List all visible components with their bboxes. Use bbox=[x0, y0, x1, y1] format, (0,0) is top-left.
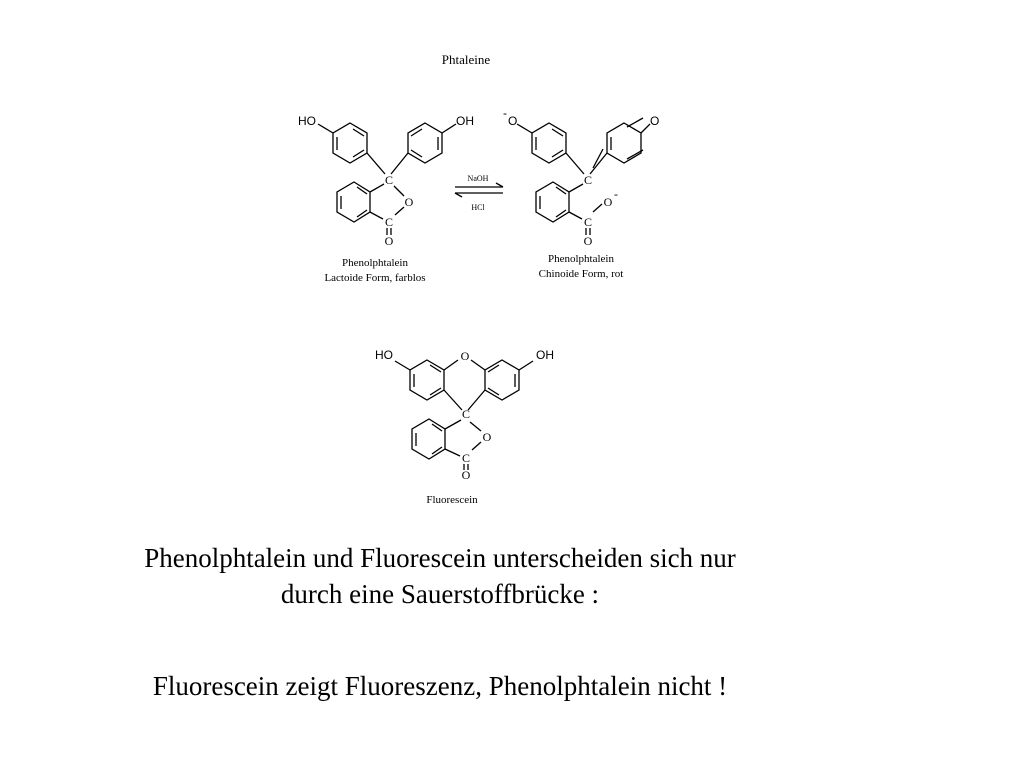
lactoid-name: Phenolphtalein bbox=[342, 257, 408, 269]
fluorescein-structure bbox=[375, 348, 554, 482]
chinoid-atom-o-minus: O bbox=[508, 114, 518, 128]
fluorescein-atom-ring-o: O bbox=[482, 430, 492, 444]
lactoid-structure bbox=[298, 114, 474, 248]
diagram-title: Phtaleine bbox=[441, 52, 491, 67]
caption-line-2: durch eine Sauerstoffbrücke : bbox=[280, 579, 600, 609]
chinoid-charge-minus: - bbox=[503, 106, 507, 120]
fluorescein-atom-oh: OH bbox=[536, 348, 554, 362]
chinoid-atom-carboxylate-o: O bbox=[603, 195, 613, 209]
equilibrium-arrows bbox=[455, 183, 503, 197]
lactoid-atom-carbonyl-c: C bbox=[384, 215, 394, 229]
caption-line-3: Fluorescein zeigt Fluoreszenz, Phenolphtalein nicht ! bbox=[152, 671, 728, 701]
chinoid-structure bbox=[503, 106, 659, 248]
lactoid-atom-carbonyl-o: O bbox=[384, 234, 394, 248]
chinoid-name: Phenolphtalein bbox=[548, 253, 614, 265]
lactoid-form: Lactoide Form, farblos bbox=[324, 272, 426, 284]
reagent-hcl: HCl bbox=[471, 203, 485, 212]
reagent-naoh: NaOH bbox=[467, 174, 489, 183]
chinoid-atom-c: C bbox=[583, 173, 593, 187]
fluorescein-atom-bridge-o: O bbox=[460, 349, 470, 363]
chinoid-atom-carboxyl-c: C bbox=[583, 215, 593, 229]
chinoid-charge-carboxylate: - bbox=[614, 187, 618, 201]
lactoid-atom-oh: OH bbox=[456, 114, 474, 128]
lactoid-atom-ho: HO bbox=[298, 114, 316, 128]
fluorescein-atom-carbonyl-o: O bbox=[461, 468, 471, 482]
lactoid-atom-c: C bbox=[384, 173, 394, 187]
fluorescein-atom-c: C bbox=[461, 407, 471, 421]
fluorescein-atom-carbonyl-c: C bbox=[461, 451, 471, 465]
chinoid-atom-keto-o: O bbox=[650, 114, 660, 128]
chinoid-atom-carbonyl-o: O bbox=[583, 234, 593, 248]
chinoid-form: Chinoide Form, rot bbox=[538, 268, 624, 280]
fluorescein-name: Fluorescein bbox=[426, 494, 478, 506]
lactoid-atom-ring-o: O bbox=[404, 195, 414, 209]
fluorescein-atom-ho: HO bbox=[375, 348, 393, 362]
caption-line-1: Phenolphtalein und Fluorescein unterscheiden sich nur bbox=[144, 543, 736, 573]
